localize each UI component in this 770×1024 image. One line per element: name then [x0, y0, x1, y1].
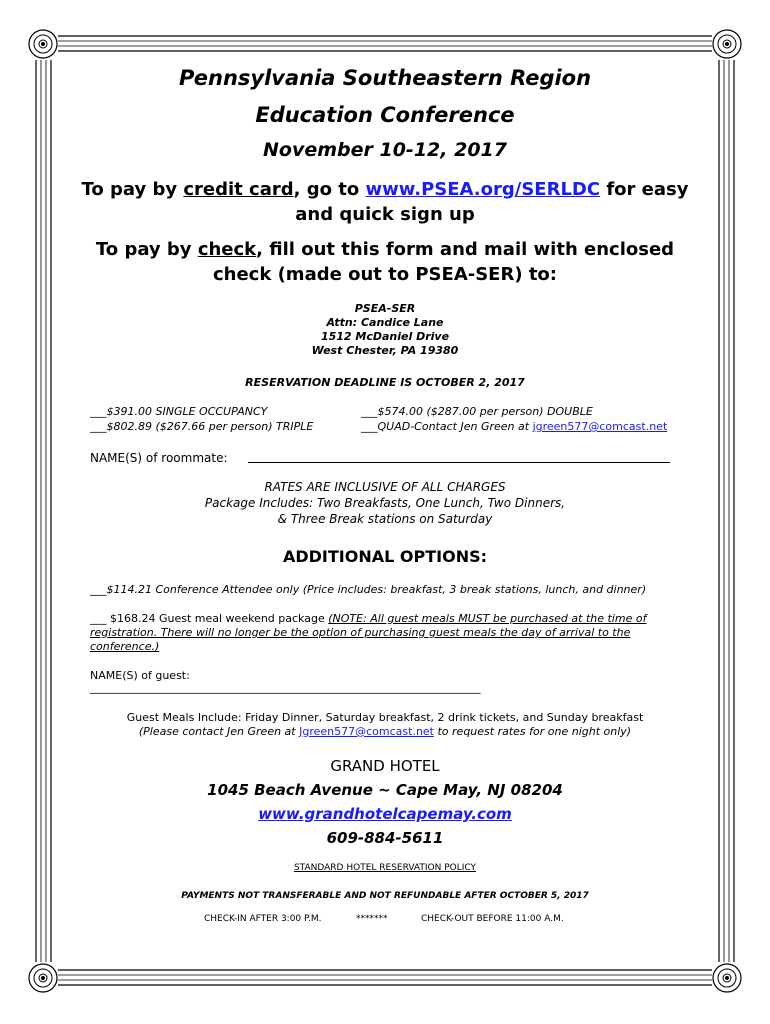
guest-meals-include: Guest Meals Include: Friday Dinner, Saturday breakfast, 2 drink tickets, and Sunday breakfast — [126, 711, 644, 724]
check-suffix: , fill out this form and mail with enclosed — [256, 239, 675, 260]
guest-contact-prefix: (Please contact Jen Green at — [138, 725, 300, 738]
corner-ornament-icon — [29, 30, 57, 58]
credit-card-method: credit card — [183, 179, 294, 200]
guest-meal-note-3: conference.) — [90, 640, 160, 653]
policy-title: STANDARD HOTEL RESERVATION POLICY — [293, 863, 477, 873]
room-option-single[interactable]: ___$391.00 SINGLE OCCUPANCY — [90, 405, 268, 418]
check-line-2: check (made out to PSEA-SER) to: — [212, 264, 557, 285]
check-line — [0, 239, 770, 260]
credit-card-line-2: and quick sign up — [295, 204, 475, 225]
roommate-name-field[interactable] — [248, 462, 670, 463]
reservation-deadline: RESERVATION DEADLINE IS OCTOBER 2, 2017 — [245, 376, 525, 389]
rates-line-2: Package Includes: Two Breakfasts, One Lunch, Two Dinners, — [204, 496, 566, 510]
option-guest-meal[interactable] — [90, 612, 646, 625]
hotel-phone: 609-884-5611 — [326, 829, 444, 847]
corner-ornament-icon — [713, 964, 741, 992]
checkout-time: CHECK-OUT BEFORE 11:00 A.M. — [421, 914, 564, 924]
guest-meal-text: ___ $168.24 Guest meal weekend package — [90, 612, 329, 625]
guest-meal-note-1: (NOTE: All guest meals MUST be purchased at the time of — [328, 612, 647, 625]
address-attn: Attn: Candice Lane — [326, 316, 444, 329]
page-subtitle: Education Conference — [255, 103, 515, 127]
hotel-website-link[interactable] — [0, 805, 770, 823]
check-prefix: To pay by — [95, 239, 198, 260]
option-conference-attendee[interactable]: ___$114.21 Conference Attendee only (Price includes: breakfast, 3 break stations, lunch, and dinner) — [90, 583, 647, 596]
guest-meal-note-2: registration. There will no longer be the option of purchasing guest meals the day of arrival to the — [90, 626, 631, 639]
rates-line-3: & Three Break stations on Saturday — [277, 512, 493, 526]
payments-policy: PAYMENTS NOT TRANSFERABLE AND NOT REFUNDABLE AFTER OCTOBER 5, 2017 — [181, 891, 589, 901]
room-option-triple[interactable]: ___$802.89 ($267.66 per person) TRIPLE — [90, 420, 314, 433]
hotel-address: 1045 Beach Avenue ~ Cape May, NJ 08204 — [207, 781, 563, 799]
hotel-website-text[interactable]: www.grandhotelcapemay.com — [258, 805, 512, 823]
psea-registration-link[interactable]: www.PSEA.org/SERLDC — [365, 179, 601, 200]
corner-ornament-icon — [713, 30, 741, 58]
credit-card-mid: , go to — [293, 179, 366, 200]
room-option-double[interactable]: ___$574.00 ($287.00 per person) DOUBLE — [361, 405, 593, 418]
address-city: West Chester, PA 19380 — [311, 344, 459, 357]
rates-line-1: RATES ARE INCLUSIVE OF ALL CHARGES — [264, 480, 506, 494]
credit-card-prefix: To pay by — [81, 179, 184, 200]
credit-card-suffix: for easy — [600, 179, 689, 200]
roommate-label: NAME(S) of roommate: — [90, 451, 228, 465]
room-option-quad-text: ___QUAD-Contact Jen Green at — [361, 420, 533, 433]
page-title: Pennsylvania Southeastern Region — [178, 66, 592, 90]
credit-card-line — [0, 179, 770, 200]
corner-ornament-icon — [29, 964, 57, 992]
guest-name-field[interactable]: _______________________________________________________________________ — [90, 681, 481, 694]
checkin-time: CHECK-IN AFTER 3:00 P.M. — [204, 914, 322, 924]
address-org: PSEA-SER — [354, 302, 416, 315]
jen-green-email-link[interactable]: jgreen577@comcast.net — [532, 420, 668, 433]
room-option-quad[interactable] — [361, 420, 667, 433]
guest-contact-line — [0, 725, 770, 738]
guest-contact-email-link[interactable]: Jgreen577@comcast.net — [299, 725, 434, 738]
guest-name-label: NAME(S) of guest: — [90, 669, 190, 682]
conference-dates: November 10-12, 2017 — [263, 139, 507, 161]
policy-separator: ******* — [356, 914, 388, 924]
guest-contact-suffix: to request rates for one night only) — [434, 725, 632, 738]
hotel-name: GRAND HOTEL — [330, 757, 440, 775]
address-street: 1512 McDaniel Drive — [320, 330, 450, 343]
check-method: check — [197, 239, 257, 260]
additional-options-heading: ADDITIONAL OPTIONS: — [282, 547, 487, 566]
